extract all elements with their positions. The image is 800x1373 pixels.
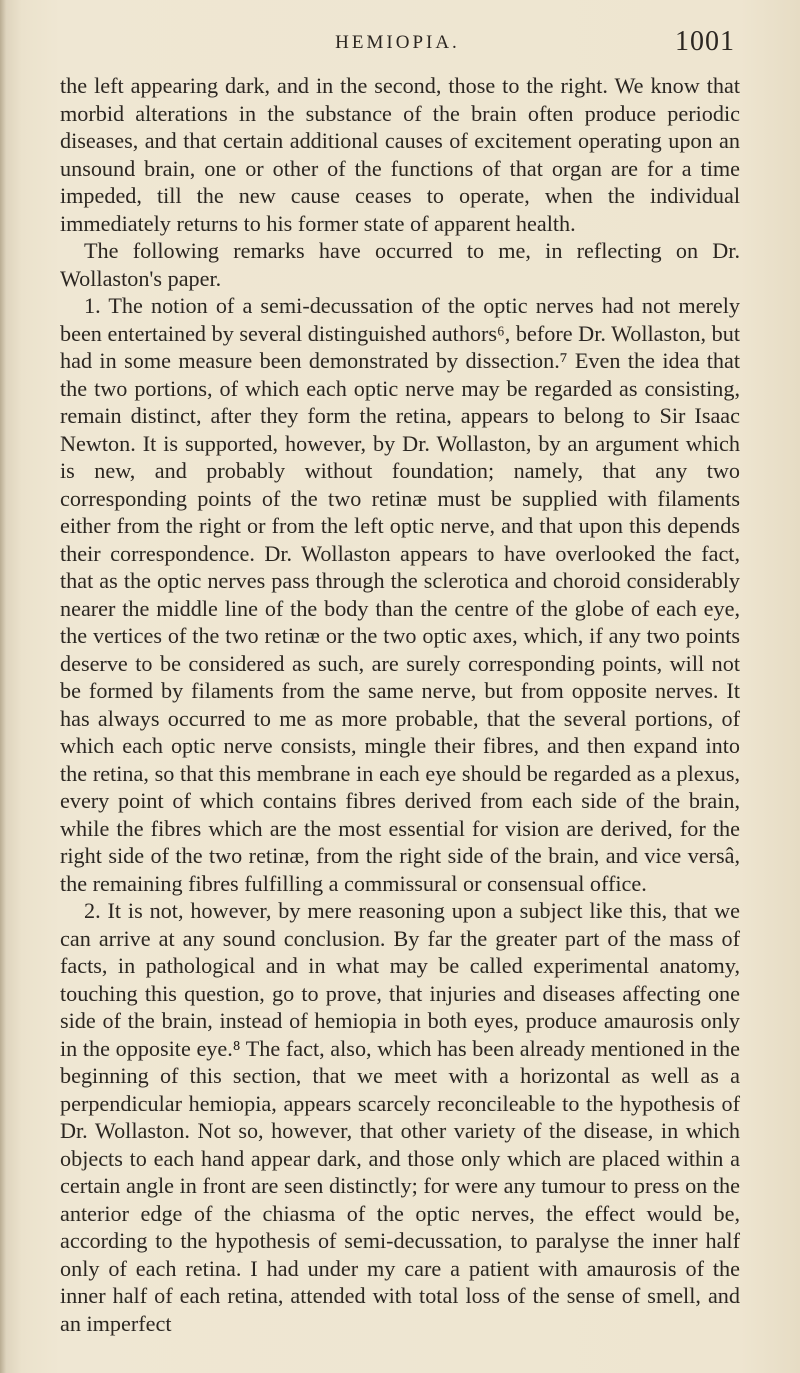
paragraph-point-1: 1. The notion of a semi-decussation of the optic nerves had not merely been entertained by several distinguished authors⁶, before Dr. Wollaston, but had in some measure been demonstrated by dissection.⁷ Even the idea that the two portions, of which each optic nerve may be regarded as consisting, remain distinct, after they form the retina, appears to belong to Sir Isaac Newton. It is supported, however, by Dr. Wollaston, by an argument which is new, and probably without foundation; namely, that any two corresponding points of the two retinæ must be supplied with filaments either from the right or from the left optic nerve, and that upon this depends their correspondence. Dr. Wollaston appears to have overlooked the fact, that as the optic nerves pass through the sclerotica and choroid considerably nearer the middle line of the body than the centre of the globe of each eye, the vertices of the two retinæ or the two optic axes, which, if any two points deserve to be considered as such, are surely corresponding points, will not be formed by filaments from the same nerve, but from opposite nerves. It has always occurred to me as more probable, that the several portions, of which each optic nerve consists, mingle their fibres, and then expand into the retina, so that this membrane in each eye should be regarded as a plexus, every point of which contains fibres derived from each side of the brain, while the fibres which are the most essential for vision are derived, for the right side of the two retinæ, from the right side of the brain, and vice versâ, the remaining fibres fulfilling a commissural or consensual office. (60, 293, 740, 896)
paragraph-point-2: 2. It is not, however, by mere reasoning upon a subject like this, that we can arrive at any sound conclusion. By far the greater part of the mass of facts, in pathological and in what may be called experimental anatomy, touching this question, go to prove, that injuries and diseases affecting one side of the brain, instead of hemiopia in both eyes, produce amaurosis only in the opposite eye.⁸ The fact, also, which has been already mentioned in the beginning of this section, that we meet with a horizontal as well as a perpendicular hemiopia, appears scarcely reconcileable to the hypothesis of Dr. Wollaston. Not so, however, that other variety of the disease, in which objects to each hand appear dark, and those only which are placed within a certain angle in front are seen distinctly; for were any tumour to press on the anterior edge of the chiasma of the optic nerves, the effect would be, according to the hypothesis of semi-decussation, to paralyse the inner half only of each retina. I had under my care a patient with amaurosis of the inner half of each retina, attended with total loss of the sense of smell, and an imperfect (60, 898, 740, 1336)
page-number: 1001 (675, 26, 735, 57)
paragraph-continuation: the left appearing dark, and in the second, those to the right. We know that morbid alterations in the substance of the brain often produce periodic diseases, and that certain additional causes of excitement operating upon an unsound brain, one or other of the functions of that organ are for a time impeded, till the new cause ceases to operate, when the individual immediately returns to his former state of apparent health. (60, 73, 740, 236)
paragraph-remarks-intro: The following remarks have occurred to me, in reflecting on Dr. Wollaston's paper. (60, 238, 740, 291)
page-edge-shadow (0, 0, 6, 1373)
page-header (60, 26, 735, 66)
body-text (60, 72, 740, 1337)
running-title: HEMIOPIA. (335, 32, 460, 53)
